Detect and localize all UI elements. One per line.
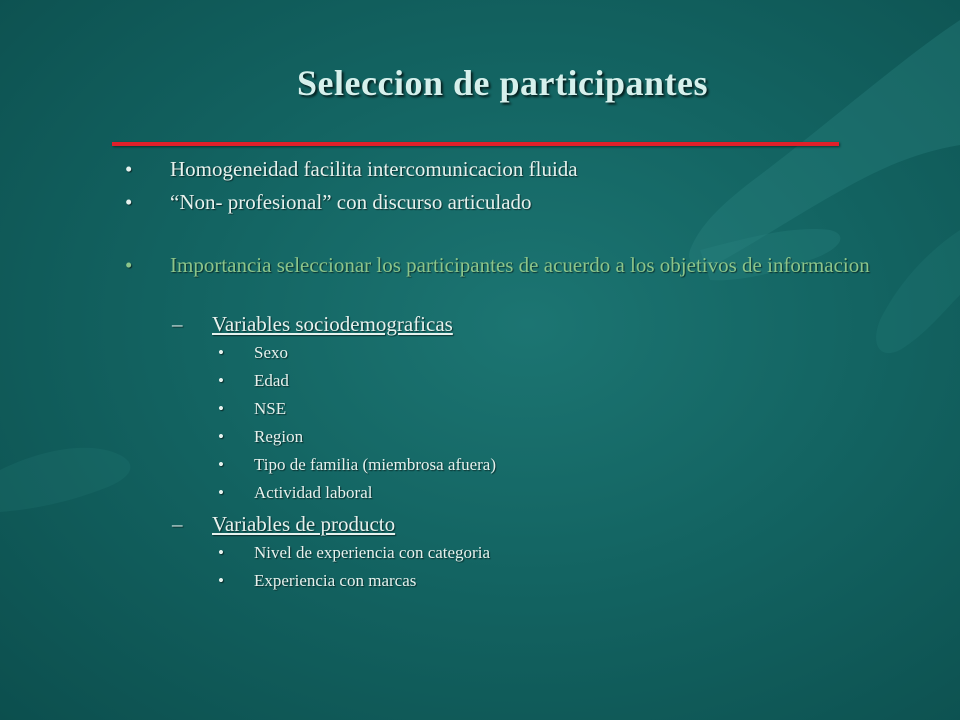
sub-bullet-text: Nivel de experiencia con categoria <box>254 543 490 562</box>
slide-title: Seleccion de participantes <box>297 63 708 103</box>
dash-marker: – <box>172 312 183 336</box>
sub-bullet-text: Region <box>254 427 304 446</box>
sub-bullet-text: Sexo <box>254 343 288 362</box>
bullet-marker: • <box>218 343 224 362</box>
bullet-marker: • <box>125 190 133 214</box>
bullet-text: Homogeneidad facilita intercomunicacion fluida <box>170 157 578 181</box>
bullet-text: “Non- profesional” con discurso articulado <box>170 190 532 214</box>
bullet-marker: • <box>218 571 224 590</box>
bullet-text: Importancia seleccionar los participantes de acuerdo a los objetivos de informacion <box>170 253 870 277</box>
bullet-marker: • <box>218 427 224 446</box>
dash-marker: – <box>172 512 183 536</box>
sub-bullet-text: Experiencia con marcas <box>254 571 417 590</box>
bullet-marker: • <box>125 157 133 181</box>
sub-bullet-text: NSE <box>254 399 287 418</box>
bullet-marker: • <box>125 253 133 277</box>
title-underline <box>112 142 839 146</box>
section-heading-text: Variables de producto <box>212 512 396 536</box>
bullet-marker: • <box>218 483 224 502</box>
bullet-marker: • <box>218 399 224 418</box>
sub-bullet-text: Actividad laboral <box>254 483 373 502</box>
bullet-marker: • <box>218 371 224 390</box>
sub-bullet-text: Edad <box>254 371 289 390</box>
section-heading-text: Variables sociodemograficas <box>212 312 453 336</box>
sub-bullet-text: Tipo de familia (miembrosa afuera) <box>254 455 497 474</box>
bullet-marker: • <box>218 543 224 562</box>
bullet-marker: • <box>218 455 224 474</box>
